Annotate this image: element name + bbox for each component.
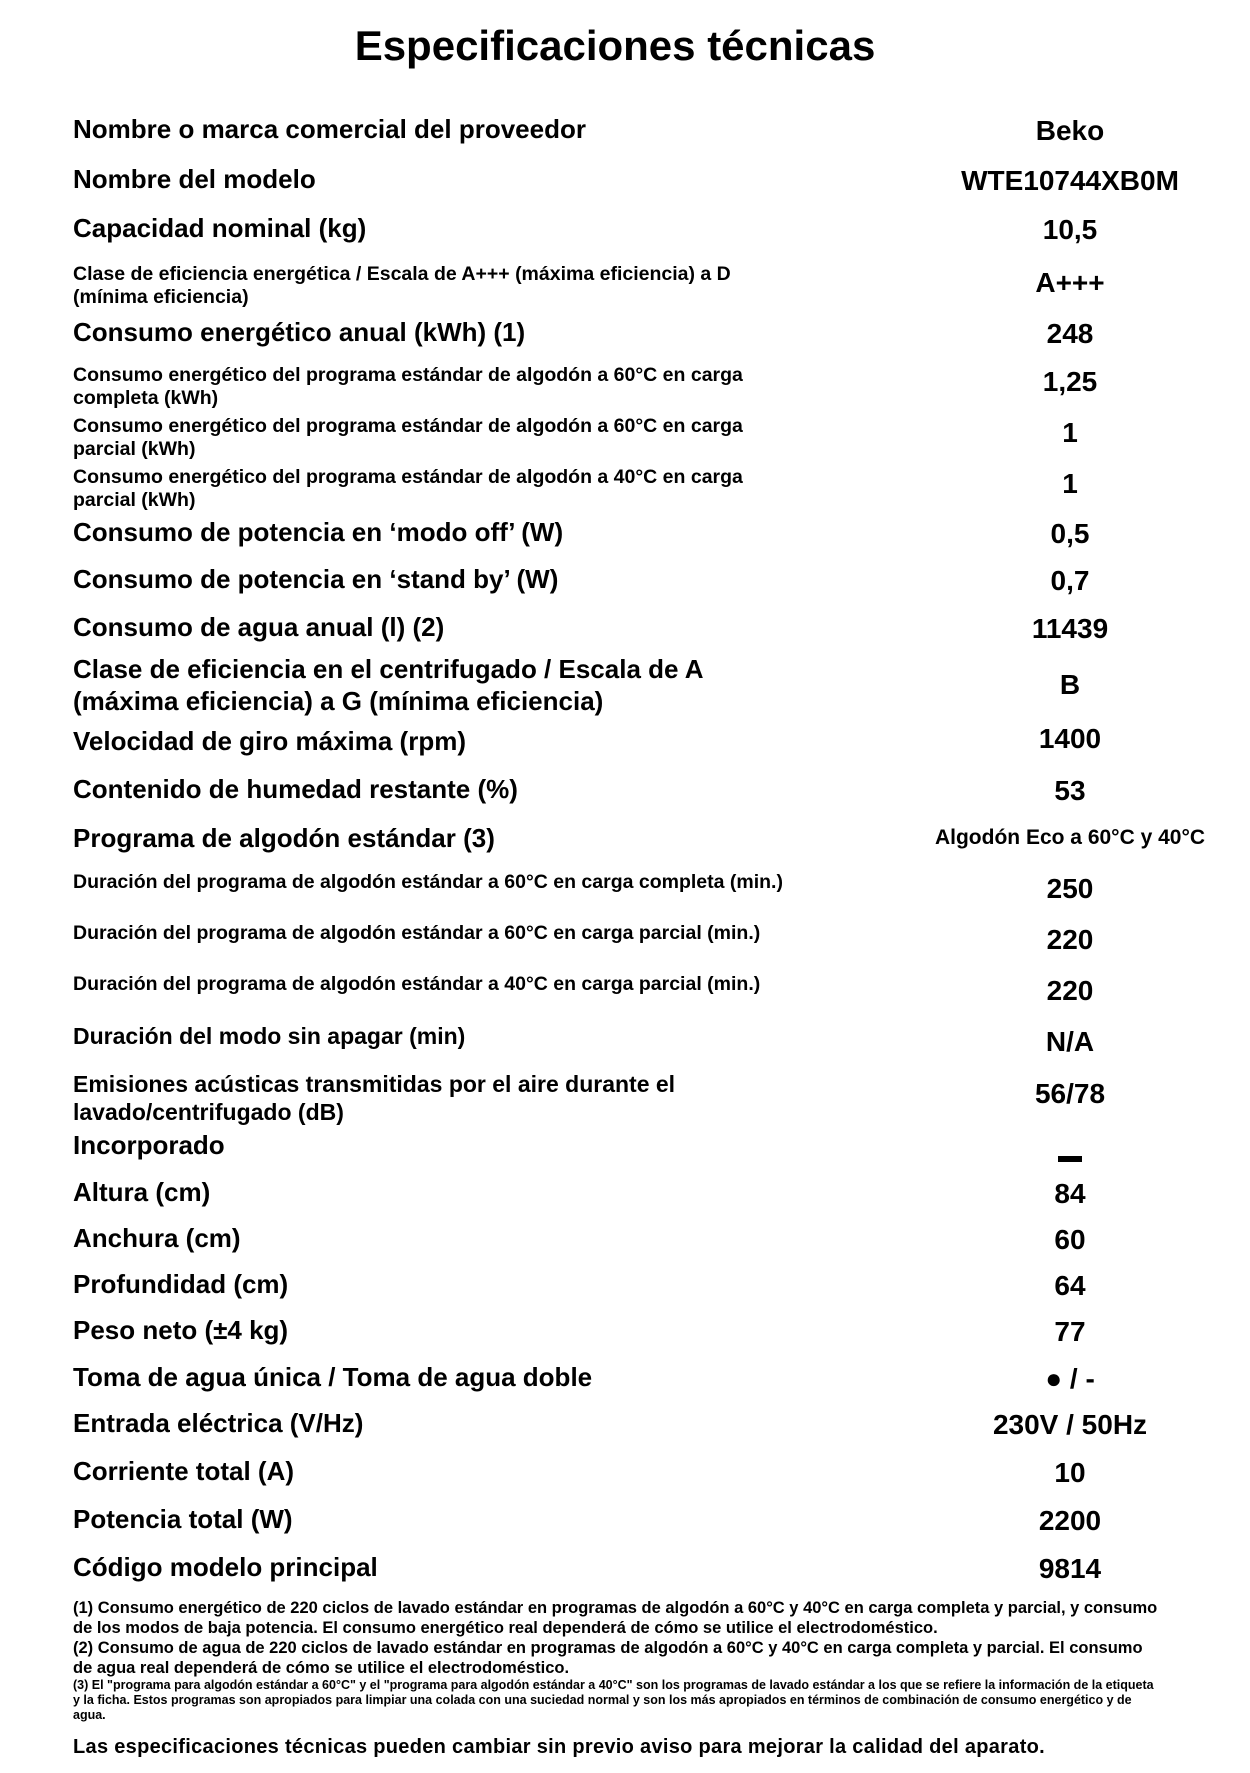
- spec-label: Clase de eficiencia energética / Escala de A+++ (máxima eficiencia) a D (mínima eficiencia): [73, 263, 731, 308]
- spec-value: 10,5: [1042, 214, 1098, 245]
- spec-label: Potencia total (W): [73, 1504, 293, 1534]
- spec-label: Contenido de humedad restante (%): [73, 774, 518, 804]
- spec-label: Duración del programa de algodón estándar a 60°C en carga parcial (min.): [73, 922, 761, 944]
- spec-label: Duración del programa de algodón estándar a 60°C en carga completa (min.): [73, 871, 783, 893]
- spec-value: 10: [1054, 1457, 1086, 1488]
- spec-value: A+++: [1035, 267, 1105, 298]
- spec-value: 9814: [1038, 1553, 1102, 1584]
- spec-label: Nombre o marca comercial del proveedor: [73, 114, 586, 144]
- spec-label: Duración del modo sin apagar (min): [73, 1023, 466, 1049]
- spec-value: 248: [1046, 318, 1094, 349]
- spec-value: 11439: [1031, 613, 1109, 644]
- spec-label: Nombre del modelo: [73, 164, 316, 194]
- spec-value: 0,5: [1050, 518, 1090, 549]
- spec-label: Emisiones acústicas transmitidas por el aire durante el lavado/centrifugado (dB): [73, 1071, 676, 1125]
- spec-value: 230V / 50Hz: [992, 1409, 1148, 1440]
- spec-label: Consumo energético del programa estándar de algodón a 60°C en carga completa (kWh): [73, 364, 743, 409]
- spec-value: 77: [1054, 1316, 1086, 1347]
- footnote-1: (1) Consumo energético de 220 ciclos de lavado estándar en programas de algodón a 60°C y 40°C en carga completa y parcial, y consumo de los modos de baja potencia. El consumo energético real dependerá de cómo se utilice el electrodoméstico.: [73, 1599, 1158, 1637]
- spec-value: 220: [1046, 924, 1094, 955]
- footnote-3: (3) El "programa para algodón estándar a 60°C" y el "programa para algodón estándar a 40°C" son los programas de lavado estándar a los que se refiere la información de la etiqueta y la ficha. Estos programas son apropiados para limpiar una colada con una suciedad normal y son los más apropiados en términos de combinación de consumo energético y de agua.: [73, 1678, 1154, 1722]
- spec-label: Consumo de potencia en ‘modo off’ (W): [73, 517, 564, 547]
- disclaimer: Las especificaciones técnicas pueden cambiar sin previo aviso para mejorar la calidad del aparato.: [73, 1736, 1046, 1758]
- spec-value: [863, 1141, 1250, 1173]
- spec-value: 1: [1062, 417, 1078, 448]
- spec-label: Toma de agua única / Toma de agua doble: [73, 1362, 593, 1392]
- spec-value: 1: [1062, 468, 1078, 499]
- spec-value: WTE10744XB0M: [961, 165, 1179, 196]
- spec-label: Consumo energético del programa estándar de algodón a 60°C en carga parcial (kWh): [73, 415, 743, 460]
- spec-value: N/A: [1045, 1026, 1095, 1057]
- spec-label: Anchura (cm): [73, 1223, 241, 1253]
- spec-label: Profundidad (cm): [73, 1269, 289, 1299]
- spec-value: 2200: [1038, 1505, 1102, 1536]
- spec-value: B: [1059, 669, 1081, 700]
- spec-label: Corriente total (A): [73, 1456, 294, 1486]
- spec-value: Algodón Eco a 60°C y 40°C: [934, 826, 1206, 849]
- spec-label: Peso neto (±4 kg): [73, 1315, 289, 1345]
- spec-label: Clase de eficiencia en el centrifugado / Escala de A (máxima eficiencia) a G (mínima eficiencia): [73, 654, 703, 716]
- spec-value: 64: [1054, 1270, 1086, 1301]
- spec-label: Consumo energético anual (kWh) (1): [73, 317, 526, 347]
- spec-label: Duración del programa de algodón estándar a 40°C en carga parcial (min.): [73, 973, 761, 995]
- footnote-2: (2) Consumo de agua de 220 ciclos de lavado estándar en programas de algodón a 60°C y 40°C en carga completa y parcial. El consumo de agua real dependerá de cómo se utilice el electrodoméstico.: [73, 1639, 1143, 1677]
- spec-label: Programa de algodón estándar (3): [73, 823, 495, 853]
- spec-value: 220: [1046, 975, 1094, 1006]
- spec-value: 53: [1054, 775, 1086, 806]
- spec-label: Consumo de potencia en ‘stand by’ (W): [73, 564, 559, 594]
- spec-label: Incorporado: [73, 1130, 225, 1160]
- spec-label: Código modelo principal: [73, 1552, 378, 1582]
- page-title: Especificaciones técnicas: [354, 22, 876, 69]
- footnotes: [73, 1598, 1163, 1723]
- spec-label: Consumo energético del programa estándar de algodón a 40°C en carga parcial (kWh): [73, 466, 743, 511]
- spec-label: Consumo de agua anual (l) (2): [73, 612, 445, 642]
- spec-label: Capacidad nominal (kg): [73, 213, 367, 243]
- spec-label: Velocidad de giro máxima (rpm): [73, 726, 466, 756]
- spec-value: Beko: [1035, 115, 1105, 146]
- spec-value: 0,7: [1050, 565, 1090, 596]
- dash-mark: [1058, 1156, 1082, 1162]
- spec-value: ● / -: [1045, 1363, 1095, 1394]
- spec-label: Altura (cm): [73, 1177, 211, 1207]
- spec-value: 1,25: [1042, 366, 1098, 397]
- spec-label: Entrada eléctrica (V/Hz): [73, 1408, 364, 1438]
- spec-value: 1400: [1038, 723, 1102, 754]
- spec-value: 84: [1054, 1178, 1086, 1209]
- spec-value: 250: [1046, 873, 1094, 904]
- spec-value: 60: [1054, 1224, 1086, 1255]
- spec-value: 56/78: [1034, 1078, 1106, 1109]
